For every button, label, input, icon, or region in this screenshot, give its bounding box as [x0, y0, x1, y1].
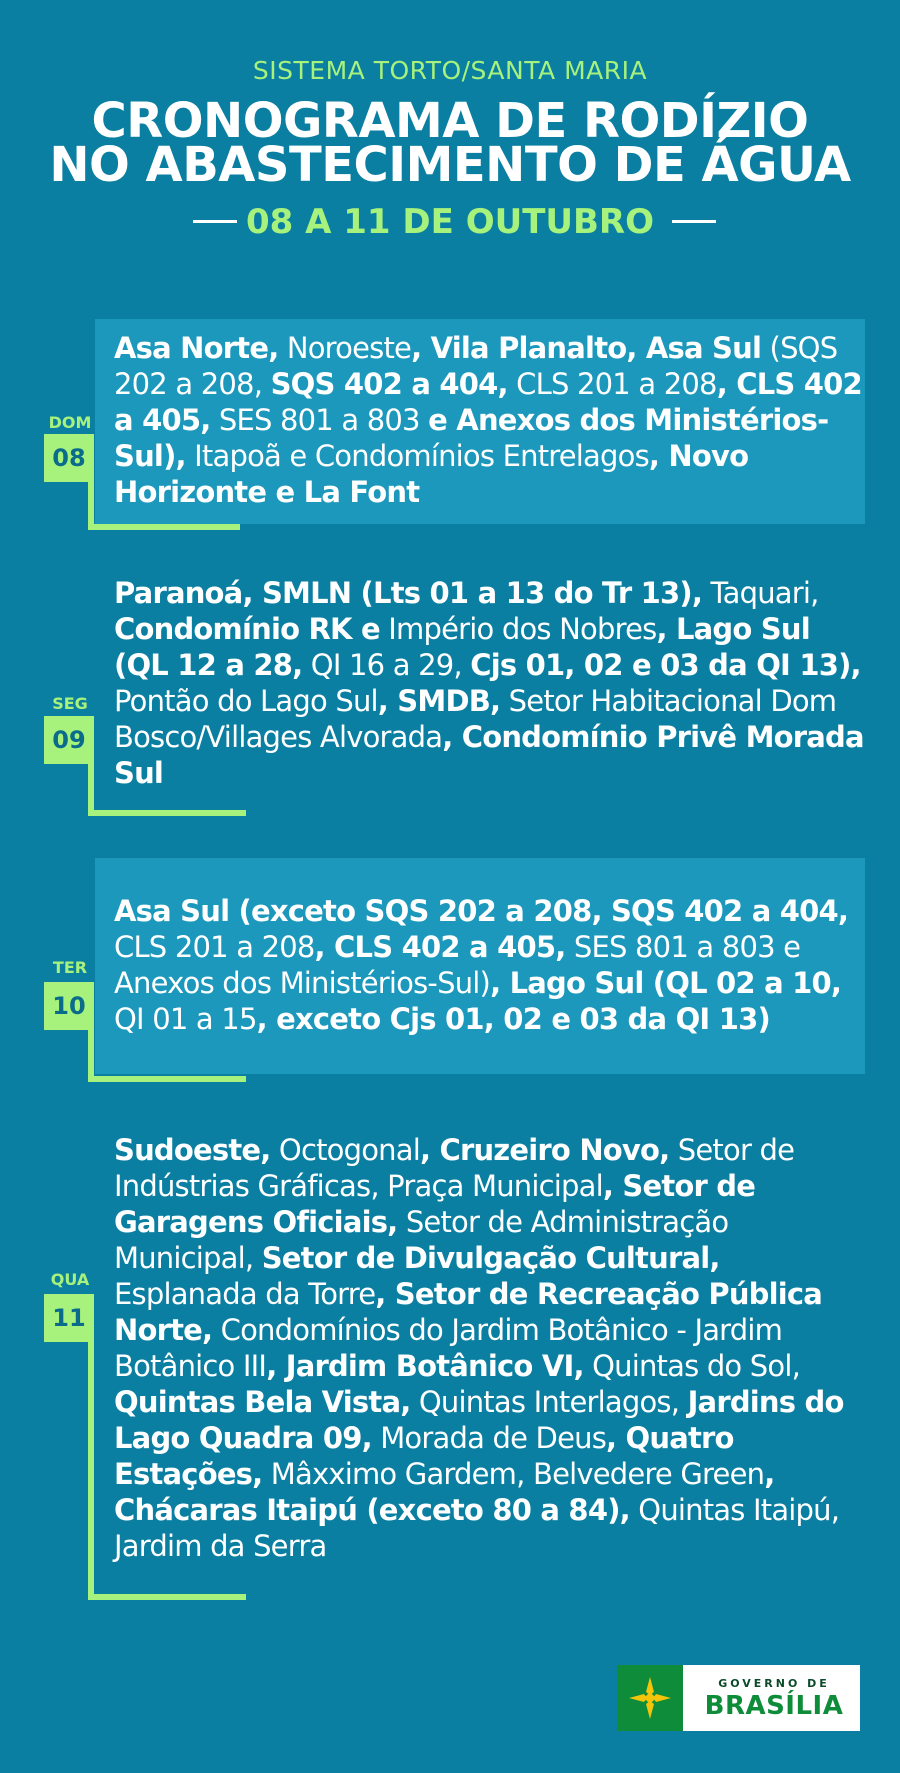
- bold-segment: , Condomínio Privê Morada Sul: [114, 720, 864, 790]
- bold-segment: SQS 402 a 404,: [270, 367, 508, 401]
- bracket-foot: [88, 1594, 246, 1600]
- governo-de-brasilia-logo: [617, 1665, 860, 1731]
- bold-segment: Asa Norte,: [114, 331, 279, 365]
- bold-segment: , Lago Sul (QL 12 a 28,: [114, 612, 810, 682]
- bold-segment: Asa Sul (exceto SQS 202 a 208, SQS 402 a 404,: [114, 894, 849, 928]
- text-segment: Mâxximo Gardem, Belvedere Green: [262, 1457, 765, 1491]
- text-segment: SES 801 a 803: [210, 403, 429, 437]
- text-segment: (SQS 202 a 208,: [114, 331, 838, 401]
- neighborhoods-text: [114, 575, 864, 791]
- text-segment: Setor de Indústrias Gráficas, Praça Municipal: [114, 1133, 795, 1203]
- text-segment: Setor Habitacional Dom Bosco/Villages Alvorada: [114, 684, 837, 754]
- bold-segment: , Setor de Garagens Oficiais,: [114, 1169, 756, 1239]
- bold-segment: , Novo Horizonte e La Font: [114, 439, 749, 509]
- text-segment: Quintas Interlagos,: [410, 1385, 688, 1419]
- text-segment: CLS 201 a 208: [114, 930, 315, 964]
- weekday-label: SEG: [52, 694, 88, 713]
- text-segment: Quintas Itaipú, Jardim da Serra: [114, 1493, 840, 1563]
- bold-segment: e Anexos dos Ministérios-Sul),: [114, 403, 829, 473]
- page-title-line-1: CRONOGRAMA DE RODÍZIO: [91, 93, 809, 149]
- bold-segment: Jardins do Lago Quadra 09,: [114, 1385, 844, 1455]
- bracket-foot: [88, 1076, 246, 1082]
- bold-segment: , Cruzeiro Novo,: [419, 1133, 670, 1167]
- bold-segment: , Jardim Botânico VI,: [266, 1349, 584, 1383]
- flag-icon: [617, 1665, 683, 1731]
- bold-segment: Sudoeste,: [114, 1133, 271, 1167]
- bold-segment: , CLS 402 a 405,: [114, 367, 862, 437]
- text-segment: Esplanada da Torre: [114, 1277, 376, 1311]
- weekday-label: QUA: [50, 1270, 90, 1289]
- bold-segment: Quintas Bela Vista,: [114, 1385, 411, 1419]
- neighborhoods-text: [114, 330, 864, 510]
- text-segment: Quintas do Sol,: [583, 1349, 801, 1383]
- bracket-foot: [88, 810, 246, 816]
- bold-segment: Paranoá, SMLN (Lts 01 a 13 do Tr 13),: [114, 576, 703, 610]
- logo-small-text: GOVERNO DE: [718, 1677, 830, 1690]
- day-number: 11: [44, 1294, 94, 1342]
- text-segment: Taquari,: [702, 576, 819, 610]
- day-number: 08: [44, 434, 94, 482]
- neighborhoods-text: [114, 1132, 864, 1564]
- bold-segment: , Vila Planalto, Asa Sul: [411, 331, 762, 365]
- text-segment: Pontão do Lago Sul: [114, 684, 378, 718]
- date-range: 08 A 11 DE OUTUBRO: [245, 202, 655, 242]
- bold-segment: , Setor de Recreação Pública Norte,: [114, 1277, 823, 1347]
- text-segment: Setor de Administração Municipal,: [114, 1205, 729, 1275]
- bold-segment: , Quatro Estações,: [114, 1421, 734, 1491]
- weekday-label: DOM: [48, 413, 92, 432]
- bold-segment: Setor de Divulgação Cultural,: [261, 1241, 720, 1275]
- text-segment: Império dos Nobres: [379, 612, 657, 646]
- text-segment: QI 16 a 29,: [302, 648, 471, 682]
- neighborhoods-text: [114, 893, 864, 1037]
- bold-segment: , exceto Cjs 01, 02 e 03 da QI 13): [256, 1002, 770, 1036]
- system-subtitle: SISTEMA TORTO/SANTA MARIA: [252, 56, 648, 85]
- bold-segment: Condomínio RK e: [114, 612, 380, 646]
- bold-segment: , Lago Sul (QL 02 a 10,: [490, 966, 842, 1000]
- weekday-label: TER: [52, 958, 88, 977]
- logo-big-text: BRASÍLIA: [704, 1691, 844, 1721]
- bracket-foot: [88, 524, 240, 530]
- text-segment: SES 801 a 803 e Anexos dos Ministérios-Sul): [114, 930, 801, 1000]
- date-dash-right: [672, 220, 716, 223]
- day-number: 10: [44, 982, 94, 1030]
- text-segment: Morada de Deus: [371, 1421, 606, 1455]
- page-title-line-2: NO ABASTECIMENTO DE ÁGUA: [49, 137, 851, 193]
- text-segment: Octogonal: [270, 1133, 420, 1167]
- bold-segment: , SMDB,: [377, 684, 501, 718]
- bold-segment: , Chácaras Itaipú (exceto 80 a 84),: [114, 1457, 775, 1527]
- date-range-row: [0, 198, 900, 246]
- text-segment: Condomínios do Jardim Botânico - Jardim Botânico III: [114, 1313, 783, 1383]
- day-number: 09: [44, 716, 94, 764]
- text-segment: CLS 201 a 208: [507, 367, 717, 401]
- text-segment: Itapoã e Condomínios Entrelagos: [185, 439, 649, 473]
- bold-segment: , CLS 402 a 405,: [314, 930, 566, 964]
- bold-segment: Cjs 01, 02 e 03 da QI 13),: [470, 648, 861, 682]
- bracket-line: [88, 1312, 94, 1600]
- text-segment: QI 01 a 15: [114, 1002, 257, 1036]
- text-segment: Noroeste: [278, 331, 412, 365]
